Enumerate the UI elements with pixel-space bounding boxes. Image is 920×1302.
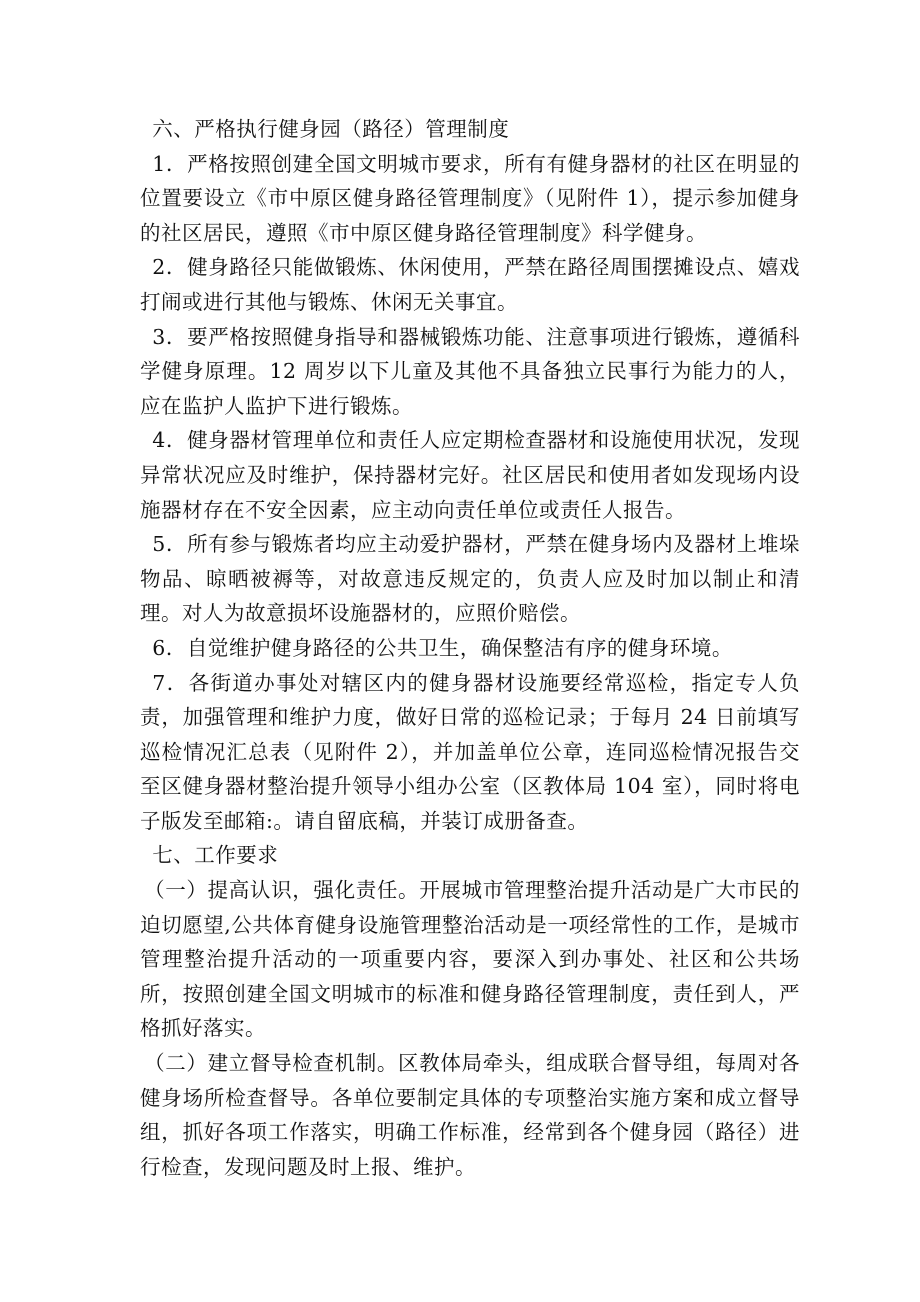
section-7-heading: 七、工作要求: [152, 843, 279, 868]
section-6-item-1: 1．严格按照创建全国文明城市要求，所有有健身器材的社区在明显的位置要设立《市中原区健身路径管理制度》（见附件 1），提示参加健身的社区居民，遵照《市中原区健身路径管理制度》科学健身。: [140, 151, 800, 245]
section-6-item-5: 5．所有参与锻炼者均应主动爱护器材，严禁在健身场内及器材上堆垛物品、晾晒被褥等，对故意违反规定的，负责人应及时加以制止和清理。对人为故意损坏设施器材的，应照价赔偿。: [140, 532, 800, 626]
section-6-item-6: 6．自觉维护健身路径的公共卫生，确保整洁有序的健身环境。: [152, 635, 733, 660]
section-7-item-1: （一）提高认识，强化责任。开展城市管理整治提升活动是广大市民的迫切愿望,公共体育健身设施管理整治活动是一项经常性的工作，是城市管理整治提升活动的一项重要内容，要深入到办事处、社区和公共场所，按照创建全国文明城市的标准和健身路径管理制度，责任到人，严格抓好落实。: [140, 878, 800, 1041]
document-page: [140, 112, 800, 1184]
section-6-item-3: 3．要严格按照健身指导和器械锻炼功能、注意事项进行锻炼，遵循科学健身原理。12 周岁以下儿童及其他不具备独立民事行为能力的人，应在监护人监护下进行锻炼。: [140, 324, 800, 418]
section-6-item-7: 7．各街道办事处对辖区内的健身器材设施要经常巡检，指定专人负责，加强管理和维护力度，做好日常的巡检记录；于每月 24 日前填写巡检情况汇总表（见附件 2），并加盖单位公章，连同巡检情况报告交至区健身器材整治提升领导小组办公室（区教体局 104 室），同时将电子版发至邮箱:。请自留底稿，并装订成册备查。: [140, 670, 800, 833]
section-6-item-4: 4．健身器材管理单位和责任人应定期检查器材和设施使用状况，发现异常状况应及时维护，保持器材完好。社区居民和使用者如发现场内设施器材存在不安全因素，应主动向责任单位或责任人报告。: [140, 428, 800, 522]
section-6-item-2: 2．健身路径只能做锻炼、休闲使用，严禁在路径周围摆摊设点、嬉戏打闹或进行其他与锻炼、休闲无关事宜。: [140, 255, 800, 314]
section-6-heading: 六、严格执行健身园（路径）管理制度: [152, 117, 510, 141]
section-7-item-2: （二）建立督导检查机制。区教体局牵头，组成联合督导组，每周对各健身场所检查督导。各单位要制定具体的专项整治实施方案和成立督导组，抓好各项工作落实，明确工作标准，经常到各个健身园（路径）进行检查，发现问题及时上报、维护。: [140, 1051, 800, 1179]
